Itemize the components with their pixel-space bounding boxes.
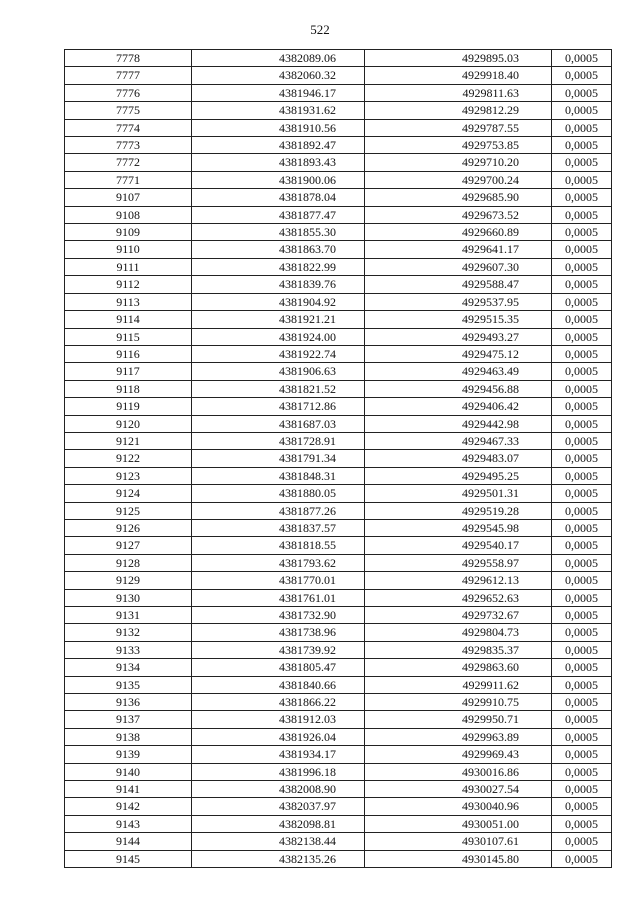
point-id-cell: 9116	[65, 345, 192, 362]
value-cell: 0,0005	[552, 293, 612, 310]
y-coordinate-cell: 4929963.89	[365, 728, 552, 745]
table-row	[65, 676, 612, 693]
x-coordinate-cell: 4381880.05	[192, 485, 365, 502]
point-id-cell: 9141	[65, 781, 192, 798]
table-row	[65, 589, 612, 606]
value-cell: 0,0005	[552, 467, 612, 484]
value-cell: 0,0005	[552, 641, 612, 658]
point-id-cell: 9115	[65, 328, 192, 345]
value-cell: 0,0005	[552, 311, 612, 328]
x-coordinate-cell: 4381822.99	[192, 258, 365, 275]
point-id-cell: 9109	[65, 224, 192, 241]
x-coordinate-cell: 4381855.30	[192, 224, 365, 241]
y-coordinate-cell: 4929652.63	[365, 589, 552, 606]
y-coordinate-cell: 4929660.89	[365, 224, 552, 241]
table-row	[65, 833, 612, 850]
x-coordinate-cell: 4381848.31	[192, 467, 365, 484]
table-row	[65, 694, 612, 711]
value-cell: 0,0005	[552, 572, 612, 589]
table-row	[65, 276, 612, 293]
point-id-cell: 9133	[65, 641, 192, 658]
x-coordinate-cell: 4381922.74	[192, 345, 365, 362]
table-row	[65, 432, 612, 449]
y-coordinate-cell: 4930027.54	[365, 781, 552, 798]
y-coordinate-cell: 4929612.13	[365, 572, 552, 589]
y-coordinate-cell: 4929685.90	[365, 189, 552, 206]
value-cell: 0,0005	[552, 711, 612, 728]
x-coordinate-cell: 4381739.92	[192, 641, 365, 658]
y-coordinate-cell: 4929710.20	[365, 154, 552, 171]
x-coordinate-cell: 4382135.26	[192, 850, 365, 867]
table-row	[65, 467, 612, 484]
table-row	[65, 781, 612, 798]
y-coordinate-cell: 4929607.30	[365, 258, 552, 275]
y-coordinate-cell: 4929918.40	[365, 67, 552, 84]
value-cell: 0,0005	[552, 119, 612, 136]
table-row	[65, 380, 612, 397]
x-coordinate-cell: 4382008.90	[192, 781, 365, 798]
x-coordinate-cell: 4382089.06	[192, 50, 365, 67]
y-coordinate-cell: 4929588.47	[365, 276, 552, 293]
x-coordinate-cell: 4381866.22	[192, 694, 365, 711]
y-coordinate-cell: 4929641.17	[365, 241, 552, 258]
table-row	[65, 485, 612, 502]
table-row	[65, 711, 612, 728]
value-cell: 0,0005	[552, 502, 612, 519]
point-id-cell: 9118	[65, 380, 192, 397]
point-id-cell: 9113	[65, 293, 192, 310]
x-coordinate-cell: 4381863.70	[192, 241, 365, 258]
table-row	[65, 67, 612, 84]
table-row	[65, 659, 612, 676]
y-coordinate-cell: 4929911.62	[365, 676, 552, 693]
coordinates-table-body	[65, 50, 612, 868]
x-coordinate-cell: 4381821.52	[192, 380, 365, 397]
y-coordinate-cell: 4929969.43	[365, 746, 552, 763]
point-id-cell: 9128	[65, 554, 192, 571]
y-coordinate-cell: 4929753.85	[365, 137, 552, 154]
value-cell: 0,0005	[552, 676, 612, 693]
table-row	[65, 363, 612, 380]
point-id-cell: 7775	[65, 102, 192, 119]
x-coordinate-cell: 4381687.03	[192, 415, 365, 432]
value-cell: 0,0005	[552, 519, 612, 536]
value-cell: 0,0005	[552, 815, 612, 832]
value-cell: 0,0005	[552, 137, 612, 154]
x-coordinate-cell: 4381931.62	[192, 102, 365, 119]
value-cell: 0,0005	[552, 589, 612, 606]
y-coordinate-cell: 4929406.42	[365, 398, 552, 415]
point-id-cell: 9139	[65, 746, 192, 763]
x-coordinate-cell: 4381732.90	[192, 607, 365, 624]
value-cell: 0,0005	[552, 607, 612, 624]
y-coordinate-cell: 4930040.96	[365, 798, 552, 815]
table-row	[65, 328, 612, 345]
table-row	[65, 850, 612, 867]
point-id-cell: 9117	[65, 363, 192, 380]
x-coordinate-cell: 4381818.55	[192, 537, 365, 554]
y-coordinate-cell: 4929495.25	[365, 467, 552, 484]
x-coordinate-cell: 4381770.01	[192, 572, 365, 589]
value-cell: 0,0005	[552, 154, 612, 171]
page-number: 522	[310, 22, 330, 37]
x-coordinate-cell: 4381996.18	[192, 763, 365, 780]
x-coordinate-cell: 4381877.26	[192, 502, 365, 519]
value-cell: 0,0005	[552, 276, 612, 293]
x-coordinate-cell: 4381921.21	[192, 311, 365, 328]
y-coordinate-cell: 4929895.03	[365, 50, 552, 67]
x-coordinate-cell: 4382138.44	[192, 833, 365, 850]
x-coordinate-cell: 4381904.92	[192, 293, 365, 310]
table-row	[65, 815, 612, 832]
table-row	[65, 50, 612, 67]
x-coordinate-cell: 4381934.17	[192, 746, 365, 763]
y-coordinate-cell: 4929467.33	[365, 432, 552, 449]
point-id-cell: 9137	[65, 711, 192, 728]
x-coordinate-cell: 4382060.32	[192, 67, 365, 84]
point-id-cell: 7772	[65, 154, 192, 171]
y-coordinate-cell: 4929463.49	[365, 363, 552, 380]
value-cell: 0,0005	[552, 345, 612, 362]
value-cell: 0,0005	[552, 224, 612, 241]
table-row	[65, 84, 612, 101]
value-cell: 0,0005	[552, 67, 612, 84]
point-id-cell: 9122	[65, 450, 192, 467]
y-coordinate-cell: 4929863.60	[365, 659, 552, 676]
value-cell: 0,0005	[552, 485, 612, 502]
value-cell: 0,0005	[552, 380, 612, 397]
point-id-cell: 9110	[65, 241, 192, 258]
y-coordinate-cell: 4929787.55	[365, 119, 552, 136]
value-cell: 0,0005	[552, 728, 612, 745]
y-coordinate-cell: 4929558.97	[365, 554, 552, 571]
table-row	[65, 519, 612, 536]
table-row	[65, 537, 612, 554]
point-id-cell: 9107	[65, 189, 192, 206]
x-coordinate-cell: 4381805.47	[192, 659, 365, 676]
y-coordinate-cell: 4929673.52	[365, 206, 552, 223]
table-row	[65, 641, 612, 658]
y-coordinate-cell: 4929910.75	[365, 694, 552, 711]
table-row	[65, 502, 612, 519]
point-id-cell: 9120	[65, 415, 192, 432]
y-coordinate-cell: 4929475.12	[365, 345, 552, 362]
y-coordinate-cell: 4929501.31	[365, 485, 552, 502]
point-id-cell: 9127	[65, 537, 192, 554]
point-id-cell: 9125	[65, 502, 192, 519]
x-coordinate-cell: 4381910.56	[192, 119, 365, 136]
table-row	[65, 450, 612, 467]
value-cell: 0,0005	[552, 537, 612, 554]
value-cell: 0,0005	[552, 798, 612, 815]
value-cell: 0,0005	[552, 833, 612, 850]
table-row	[65, 311, 612, 328]
table-row	[65, 224, 612, 241]
y-coordinate-cell: 4929519.28	[365, 502, 552, 519]
table-row	[65, 746, 612, 763]
y-coordinate-cell: 4929732.67	[365, 607, 552, 624]
y-coordinate-cell: 4930016.86	[365, 763, 552, 780]
value-cell: 0,0005	[552, 415, 612, 432]
value-cell: 0,0005	[552, 781, 612, 798]
x-coordinate-cell: 4381761.01	[192, 589, 365, 606]
value-cell: 0,0005	[552, 189, 612, 206]
value-cell: 0,0005	[552, 50, 612, 67]
y-coordinate-cell: 4930145.80	[365, 850, 552, 867]
point-id-cell: 9126	[65, 519, 192, 536]
y-coordinate-cell: 4929811.63	[365, 84, 552, 101]
x-coordinate-cell: 4381837.57	[192, 519, 365, 536]
x-coordinate-cell: 4381926.04	[192, 728, 365, 745]
table-row	[65, 607, 612, 624]
point-id-cell: 9114	[65, 311, 192, 328]
point-id-cell: 9132	[65, 624, 192, 641]
y-coordinate-cell: 4929540.17	[365, 537, 552, 554]
x-coordinate-cell: 4381900.06	[192, 171, 365, 188]
table-row	[65, 763, 612, 780]
point-id-cell: 7777	[65, 67, 192, 84]
x-coordinate-cell: 4381924.00	[192, 328, 365, 345]
x-coordinate-cell: 4381946.17	[192, 84, 365, 101]
point-id-cell: 9111	[65, 258, 192, 275]
point-id-cell: 9142	[65, 798, 192, 815]
point-id-cell: 9131	[65, 607, 192, 624]
table-row	[65, 119, 612, 136]
y-coordinate-cell: 4929442.98	[365, 415, 552, 432]
x-coordinate-cell: 4381839.76	[192, 276, 365, 293]
y-coordinate-cell: 4929483.07	[365, 450, 552, 467]
y-coordinate-cell: 4929537.95	[365, 293, 552, 310]
value-cell: 0,0005	[552, 241, 612, 258]
x-coordinate-cell: 4381877.47	[192, 206, 365, 223]
value-cell: 0,0005	[552, 659, 612, 676]
value-cell: 0,0005	[552, 554, 612, 571]
point-id-cell: 9145	[65, 850, 192, 867]
coordinates-table	[64, 49, 612, 868]
table-row	[65, 572, 612, 589]
y-coordinate-cell: 4929804.73	[365, 624, 552, 641]
value-cell: 0,0005	[552, 102, 612, 119]
point-id-cell: 7774	[65, 119, 192, 136]
y-coordinate-cell: 4929493.27	[365, 328, 552, 345]
value-cell: 0,0005	[552, 328, 612, 345]
point-id-cell: 7776	[65, 84, 192, 101]
value-cell: 0,0005	[552, 171, 612, 188]
x-coordinate-cell: 4381712.86	[192, 398, 365, 415]
value-cell: 0,0005	[552, 206, 612, 223]
y-coordinate-cell: 4929545.98	[365, 519, 552, 536]
table-row	[65, 415, 612, 432]
value-cell: 0,0005	[552, 258, 612, 275]
value-cell: 0,0005	[552, 850, 612, 867]
y-coordinate-cell: 4929456.88	[365, 380, 552, 397]
table-row	[65, 624, 612, 641]
x-coordinate-cell: 4381892.47	[192, 137, 365, 154]
value-cell: 0,0005	[552, 746, 612, 763]
point-id-cell: 9138	[65, 728, 192, 745]
y-coordinate-cell: 4929812.29	[365, 102, 552, 119]
table-row	[65, 102, 612, 119]
value-cell: 0,0005	[552, 363, 612, 380]
x-coordinate-cell: 4381840.66	[192, 676, 365, 693]
point-id-cell: 9143	[65, 815, 192, 832]
value-cell: 0,0005	[552, 398, 612, 415]
point-id-cell: 7778	[65, 50, 192, 67]
point-id-cell: 9134	[65, 659, 192, 676]
value-cell: 0,0005	[552, 432, 612, 449]
table-row	[65, 398, 612, 415]
table-row	[65, 241, 612, 258]
point-id-cell: 9121	[65, 432, 192, 449]
x-coordinate-cell: 4381791.34	[192, 450, 365, 467]
table-row	[65, 258, 612, 275]
table-row	[65, 189, 612, 206]
table-row	[65, 137, 612, 154]
value-cell: 0,0005	[552, 450, 612, 467]
x-coordinate-cell: 4381738.96	[192, 624, 365, 641]
table-row	[65, 554, 612, 571]
x-coordinate-cell: 4381912.03	[192, 711, 365, 728]
value-cell: 0,0005	[552, 84, 612, 101]
y-coordinate-cell: 4930107.61	[365, 833, 552, 850]
x-coordinate-cell: 4381793.62	[192, 554, 365, 571]
point-id-cell: 7771	[65, 171, 192, 188]
x-coordinate-cell: 4381878.04	[192, 189, 365, 206]
x-coordinate-cell: 4381906.63	[192, 363, 365, 380]
table-row	[65, 154, 612, 171]
point-id-cell: 9124	[65, 485, 192, 502]
table-row	[65, 728, 612, 745]
point-id-cell: 9108	[65, 206, 192, 223]
point-id-cell: 9123	[65, 467, 192, 484]
point-id-cell: 9140	[65, 763, 192, 780]
value-cell: 0,0005	[552, 694, 612, 711]
x-coordinate-cell: 4382037.97	[192, 798, 365, 815]
y-coordinate-cell: 4929700.24	[365, 171, 552, 188]
point-id-cell: 9135	[65, 676, 192, 693]
point-id-cell: 9129	[65, 572, 192, 589]
y-coordinate-cell: 4930051.00	[365, 815, 552, 832]
point-id-cell: 9144	[65, 833, 192, 850]
x-coordinate-cell: 4382098.81	[192, 815, 365, 832]
x-coordinate-cell: 4381728.91	[192, 432, 365, 449]
value-cell: 0,0005	[552, 763, 612, 780]
table-row	[65, 798, 612, 815]
table-row	[65, 345, 612, 362]
point-id-cell: 9119	[65, 398, 192, 415]
x-coordinate-cell: 4381893.43	[192, 154, 365, 171]
y-coordinate-cell: 4929515.35	[365, 311, 552, 328]
point-id-cell: 9130	[65, 589, 192, 606]
point-id-cell: 9112	[65, 276, 192, 293]
value-cell: 0,0005	[552, 624, 612, 641]
table-row	[65, 171, 612, 188]
point-id-cell: 9136	[65, 694, 192, 711]
table-row	[65, 293, 612, 310]
point-id-cell: 7773	[65, 137, 192, 154]
y-coordinate-cell: 4929835.37	[365, 641, 552, 658]
y-coordinate-cell: 4929950.71	[365, 711, 552, 728]
table-row	[65, 206, 612, 223]
